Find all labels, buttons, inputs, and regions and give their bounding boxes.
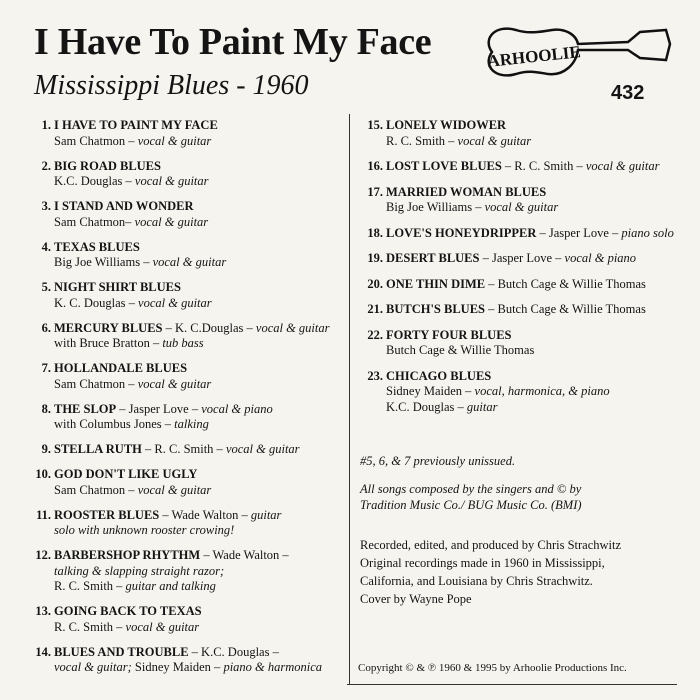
performer-credit: Big Joe Williams – — [386, 200, 485, 214]
track-title-line — [54, 321, 348, 337]
performer-credit: K. C. Douglas – — [54, 295, 139, 310]
track-credit-line — [54, 523, 348, 539]
performer-credit: Sam Chatmon – — [54, 376, 138, 391]
instrument-credit: vocal & guitar — [225, 442, 300, 456]
track-number: 6. — [41, 320, 51, 335]
track-item — [28, 604, 348, 635]
track-item — [360, 302, 680, 318]
track-credit-line — [54, 483, 348, 499]
track-number: 5. — [41, 280, 51, 294]
composer-note-line1: All songs composed by the singers and © by — [360, 482, 582, 496]
track-number: 3. — [41, 199, 51, 213]
instrument-credit: vocal & guitar — [152, 255, 227, 269]
track-number: 2. — [41, 158, 51, 173]
performer-credit: Sam Chatmon– — [54, 214, 135, 229]
track-title-line — [386, 369, 680, 385]
track-title: LOST LOVE BLUES — [386, 159, 502, 173]
track-title-line — [386, 226, 680, 242]
track-title: NIGHT SHIRT BLUES — [54, 280, 181, 294]
performer-credit: K.C. Douglas – — [386, 399, 467, 414]
performer-credit: – K. C.Douglas – — [162, 320, 256, 335]
track-title: LOVE'S HONEYDRIPPER — [386, 225, 537, 240]
performer-credit: K.C. Douglas – — [54, 174, 135, 188]
track-title: CHICAGO BLUES — [386, 368, 492, 383]
instrument-credit: vocal & guitar — [137, 376, 212, 391]
track-credit-line — [386, 200, 680, 216]
instrument-credit: vocal & piano — [201, 401, 273, 416]
performer-credit: with Bruce Bratton – — [54, 336, 163, 350]
track-credit-line — [54, 620, 348, 636]
track-item — [28, 240, 348, 271]
performer-credit: – Jasper Love – — [116, 401, 202, 416]
track-title: DESERT BLUES — [386, 251, 480, 265]
instrument-credit: tub bass — [162, 336, 204, 350]
instrument-credit: talking & slapping straight razor; — [54, 563, 225, 578]
track-number: 15. — [367, 118, 383, 132]
track-item — [28, 508, 348, 539]
track-list-left — [28, 118, 348, 685]
track-item — [360, 159, 680, 175]
track-title-line — [386, 277, 680, 293]
performer-credit: Butch Cage & Willie Thomas — [386, 343, 535, 357]
track-credit-line — [54, 660, 348, 676]
track-credit-line — [54, 255, 348, 271]
track-credit-line — [386, 384, 680, 400]
track-number: 7. — [41, 361, 51, 375]
track-number: 9. — [41, 442, 51, 456]
performer-credit: Big Joe Williams – — [54, 255, 153, 269]
credits-line4: Cover by Wayne Pope — [360, 592, 472, 606]
arhoolie-logo — [478, 20, 678, 84]
logo-text: ARHOOLIE — [486, 42, 582, 71]
track-number: 18. — [367, 225, 383, 240]
instrument-credit: guitar and talking — [125, 579, 216, 593]
track-title-line — [386, 159, 680, 175]
track-number: 19. — [367, 251, 383, 265]
track-number: 4. — [41, 239, 51, 254]
track-title: BARBERSHOP RHYTHM — [54, 548, 201, 562]
track-title: BUTCH'S BLUES — [386, 302, 485, 316]
track-item — [360, 185, 680, 216]
track-credit-line — [54, 564, 348, 580]
track-number: 17. — [367, 184, 383, 199]
track-title-line — [54, 280, 348, 296]
performer-credit: – Butch Cage & Willie Thomas — [485, 276, 646, 291]
track-item — [360, 118, 680, 149]
performer-credit: Sam Chatmon – — [54, 482, 138, 497]
performer-credit: R. C. Smith – — [54, 579, 126, 593]
track-title-line — [386, 302, 680, 318]
track-number: 1. — [41, 118, 51, 132]
track-credit-line — [54, 174, 348, 190]
instrument-credit: piano & harmonica — [223, 660, 323, 674]
performer-credit: – Wade Walton – — [200, 548, 289, 562]
instrument-credit: vocal & guitar — [457, 133, 532, 148]
track-number: 23. — [367, 368, 383, 383]
track-title: LONELY WIDOWER — [386, 118, 507, 132]
performer-credit: – Wade Walton – — [159, 507, 251, 522]
track-title-line — [386, 185, 680, 201]
track-title-line — [54, 604, 348, 620]
track-title-line — [386, 251, 680, 267]
track-title-line — [54, 508, 348, 524]
instrument-credit: guitar — [250, 507, 282, 522]
credits-line2: Original recordings made in 1960 in Mississippi, — [360, 556, 605, 570]
track-credit-line — [386, 400, 680, 416]
track-item — [28, 159, 348, 190]
instrument-credit: vocal & guitar — [137, 133, 212, 148]
track-credit-line — [54, 336, 348, 352]
track-item — [360, 251, 680, 267]
instrument-credit: vocal & guitar — [137, 482, 212, 497]
track-item — [28, 442, 348, 458]
performer-credit: – Jasper Love – — [536, 225, 622, 240]
track-item — [28, 548, 348, 595]
instrument-credit: vocal & guitar — [134, 174, 209, 188]
track-item — [360, 226, 680, 242]
track-title: GOING BACK TO TEXAS — [54, 604, 202, 618]
track-credit-line — [54, 579, 348, 595]
track-item — [360, 369, 680, 416]
performer-credit: – K.C. Douglas – — [188, 644, 279, 659]
track-item — [28, 321, 348, 352]
track-number: 8. — [41, 401, 51, 416]
instrument-credit: vocal, harmonica, & piano — [474, 384, 610, 398]
track-credit-line — [54, 296, 348, 312]
performer-credit: – R. C. Smith – — [141, 442, 226, 456]
track-title-line — [54, 361, 348, 377]
track-title: FORTY FOUR BLUES — [386, 327, 512, 342]
instrument-credit: vocal & guitar — [255, 320, 330, 335]
performer-credit: Sidney Maiden – — [134, 660, 224, 674]
track-list-right — [360, 118, 680, 425]
track-title: MERCURY BLUES — [54, 320, 163, 335]
instrument-credit: vocal & guitar — [125, 619, 200, 634]
track-title: HOLLANDALE BLUES — [54, 361, 188, 375]
track-credit-line — [54, 215, 348, 231]
track-number: 16. — [367, 159, 383, 173]
track-credit-line — [386, 134, 680, 150]
track-number: 14. — [35, 644, 51, 659]
instrument-credit: talking — [174, 417, 209, 431]
track-title: GOD DON'T LIKE UGLY — [54, 467, 198, 481]
instrument-credit: vocal & guitar; — [54, 660, 135, 674]
track-title-line — [54, 240, 348, 256]
track-title: I HAVE TO PAINT MY FACE — [54, 118, 218, 132]
column-divider — [349, 114, 350, 684]
instrument-credit: vocal & guitar — [484, 200, 559, 214]
track-title: ONE THIN DIME — [386, 276, 486, 291]
instrument-credit: guitar — [466, 399, 498, 414]
performer-credit: R. C. Smith – — [386, 133, 458, 148]
track-number: 12. — [35, 548, 51, 562]
track-item — [360, 328, 680, 359]
credits-line3: California, and Louisiana by Chris Strachwitz. — [360, 574, 593, 588]
track-title-line — [54, 118, 348, 134]
track-title: MARRIED WOMAN BLUES — [386, 184, 547, 199]
track-title: BIG ROAD BLUES — [54, 158, 161, 173]
footer-divider — [347, 684, 677, 685]
track-number: 20. — [367, 276, 383, 291]
track-item — [28, 118, 348, 149]
track-number: 10. — [35, 467, 51, 481]
catalog-number: 432 — [611, 82, 645, 104]
composer-note-line2: Tradition Music Co./ BUG Music Co. (BMI) — [360, 498, 582, 512]
track-title-line — [54, 402, 348, 418]
album-title: I Have To Paint My Face — [34, 21, 432, 63]
track-title-line — [54, 199, 348, 215]
performer-credit: with Columbus Jones – — [54, 417, 175, 431]
track-item — [28, 280, 348, 311]
instrument-credit: vocal & guitar — [134, 214, 209, 229]
performer-credit: – Jasper Love – — [479, 251, 565, 265]
credits-line1: Recorded, edited, and produced by Chris Strachwitz — [360, 538, 622, 552]
performer-credit: Sidney Maiden – — [386, 384, 475, 398]
album-subtitle: Mississippi Blues - 1960 — [34, 70, 309, 101]
instrument-credit: vocal & guitar — [585, 159, 660, 173]
track-title: I STAND AND WONDER — [54, 199, 194, 213]
track-item — [28, 467, 348, 498]
track-number: 13. — [35, 604, 51, 618]
track-item — [28, 199, 348, 230]
instrument-credit: vocal & piano — [564, 251, 637, 265]
copyright-line: Copyright © & ℗ 1960 & 1995 by Arhoolie Productions Inc. — [358, 662, 627, 674]
track-title-line — [386, 328, 680, 344]
track-title: TEXAS BLUES — [54, 239, 140, 254]
track-credit-line — [54, 377, 348, 393]
performer-credit: – Butch Cage & Willie Thomas — [485, 302, 646, 316]
track-item — [28, 361, 348, 392]
track-title: ROOSTER BLUES — [54, 507, 160, 522]
track-title-line — [386, 118, 680, 134]
track-credit-line — [54, 417, 348, 433]
track-number: 21. — [367, 302, 383, 316]
instrument-credit: piano solo — [621, 225, 674, 240]
performer-credit: Sam Chatmon – — [54, 133, 138, 148]
track-item — [28, 645, 348, 676]
track-title-line — [54, 159, 348, 175]
track-item — [360, 277, 680, 293]
performer-credit: – R. C. Smith – — [501, 159, 586, 173]
performer-credit: R. C. Smith – — [54, 619, 126, 634]
instrument-credit: vocal & guitar — [138, 295, 212, 310]
instrument-credit: solo with unknown rooster crowing! — [54, 523, 235, 537]
track-title-line — [54, 548, 348, 564]
track-title: BLUES AND TROUBLE — [54, 644, 189, 659]
track-title: THE SLOP — [54, 401, 117, 416]
track-number: 22. — [367, 327, 383, 342]
track-credit-line — [54, 134, 348, 150]
track-title: STELLA RUTH — [54, 442, 142, 456]
unissued-note: #5, 6, & 7 previously unissued. — [360, 454, 516, 468]
track-credit-line — [386, 343, 680, 359]
track-title-line — [54, 645, 348, 661]
track-title-line — [54, 442, 348, 458]
track-item — [28, 402, 348, 433]
track-number: 11. — [36, 507, 51, 522]
track-title-line — [54, 467, 348, 483]
